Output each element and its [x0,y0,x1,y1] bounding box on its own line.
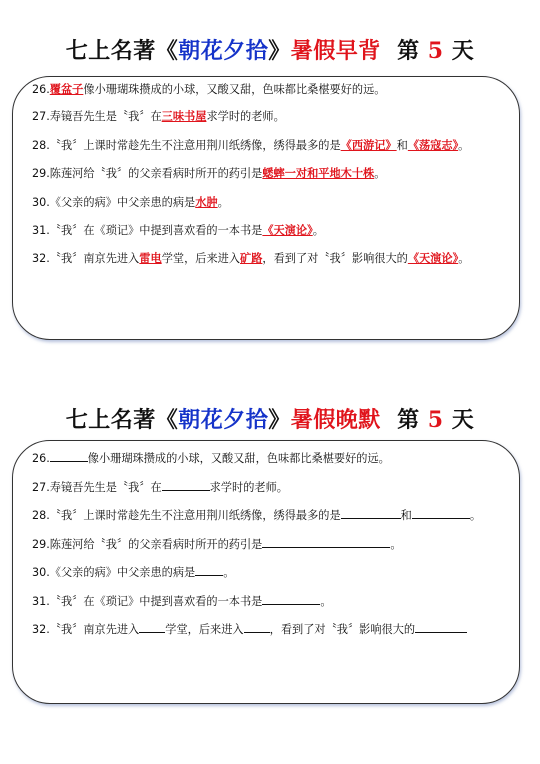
line-text: ，看到了对〝我〞影响很大的 [262,252,408,265]
evening-title [0,405,540,435]
line-text: 32.〝我〞南京先进入 [32,623,140,636]
fill-blank[interactable] [262,536,390,548]
line-text: 29.陈莲河给〝我〞的父亲看病时所开的药引是 [32,167,263,180]
line-text: 。 [458,252,470,265]
morning-line-29 [32,167,385,181]
line-text: 和 [396,139,408,152]
morning-line-32 [32,252,469,266]
evening-line-27 [32,479,288,495]
line-text: 学堂，后来进入 [165,623,244,636]
fill-blank[interactable] [412,507,470,519]
evening-title-book: 朝花夕拾 [178,407,269,433]
line-text: 。 [469,509,482,522]
morning-title-book: 朝花夕拾 [178,38,269,64]
line-text: 31.〝我〞在《琐记》中提到喜欢看的一本书是 [32,595,263,608]
morning-line-26 [32,83,385,97]
line-text: 29.陈莲河给〝我〞的父亲看病时所开的药引是 [32,538,263,551]
line-text: 求学时的老师。 [209,481,288,494]
line-text: 32.〝我〞南京先进入 [32,252,140,265]
line-text: 26. [32,452,50,465]
line-text: 28.〝我〞上课时常趁先生不注意用荆川纸绣像，绣得最多的是 [32,139,341,152]
line-text: 学堂，后来进入 [161,252,241,265]
morning-title-tag: 暑假早背 [290,38,381,64]
fill-blank[interactable] [139,621,165,633]
line-text: 28.〝我〞上课时常趁先生不注意用荆川纸绣像，绣得最多的是 [32,509,341,522]
line-text: 。 [223,566,235,579]
evening-title-day-post: 天 [443,407,475,433]
answer: 水肿 [195,196,218,209]
line-text: 27.寿镜吾先生是〝我〞在 [32,481,162,494]
morning-line-27 [32,110,285,124]
morning-title-day-post: 天 [443,38,475,64]
answer: 蟋蟀一对和平地木十株 [262,167,375,180]
answer: 《天演论》 [262,224,313,237]
line-text: 。 [320,595,332,608]
fill-blank[interactable] [341,507,401,519]
fill-blank[interactable] [195,564,223,576]
line-text: 。 [374,167,386,180]
morning-title-prefix: 七上名著《 [65,38,179,64]
line-text: 30.《父亲的病》中父亲患的病是 [32,196,196,209]
line-text: 。 [312,224,324,237]
morning-line-31 [32,224,324,238]
evening-line-32 [32,621,467,637]
morning-title-bracket: 》 [268,38,291,64]
evening-line-29 [32,536,402,552]
morning-line-30 [32,196,229,210]
answer: 矿路 [240,252,263,265]
line-text: 像小珊瑚珠攒成的小球，又酸又甜，色味都比桑椹要好的远。 [83,83,386,96]
evening-title-tag: 暑假晚默 [290,407,381,433]
answer: 三味书屋 [161,110,207,123]
line-text: 和 [400,509,412,522]
evening-title-day-pre: 第 [397,407,428,433]
line-text: 求学时的老师。 [206,110,285,123]
evening-line-26 [32,450,390,466]
morning-title-space [381,38,397,64]
evening-line-28 [32,507,481,523]
fill-blank[interactable] [415,621,467,633]
evening-title-day-num: 5 [427,407,444,433]
fill-blank[interactable] [162,479,210,491]
line-text: 27.寿镜吾先生是〝我〞在 [32,110,162,123]
evening-title-space [381,407,397,433]
line-text: 26. [32,83,50,96]
line-text: 像小珊瑚珠攒成的小球，又酸又甜，色味都比桑椹要好的远。 [87,452,390,465]
answer: 《荡寇志》 [407,139,459,152]
morning-title-day-pre: 第 [397,38,428,64]
fill-blank[interactable] [262,593,320,605]
morning-title-day-num: 5 [427,38,444,64]
line-text: 。 [217,196,229,209]
answer: 《西游记》 [340,139,397,152]
line-text: 31.〝我〞在《琐记》中提到喜欢看的一本书是 [32,224,263,237]
line-text: ，看到了对〝我〞影响很大的 [269,623,416,636]
line-text: 。 [458,139,470,152]
morning-line-28 [32,139,469,153]
evening-title-prefix: 七上名著《 [65,407,179,433]
answer: 雷电 [139,252,162,265]
evening-line-31 [32,593,332,609]
line-text: 。 [390,538,402,551]
fill-blank[interactable] [244,621,270,633]
evening-line-30 [32,564,234,580]
fill-blank[interactable] [50,450,88,462]
evening-title-bracket: 》 [268,407,291,433]
answer: 《天演论》 [407,252,459,265]
morning-title [0,36,540,66]
answer: 覆盆子 [49,83,84,96]
line-text: 30.《父亲的病》中父亲患的病是 [32,566,196,579]
